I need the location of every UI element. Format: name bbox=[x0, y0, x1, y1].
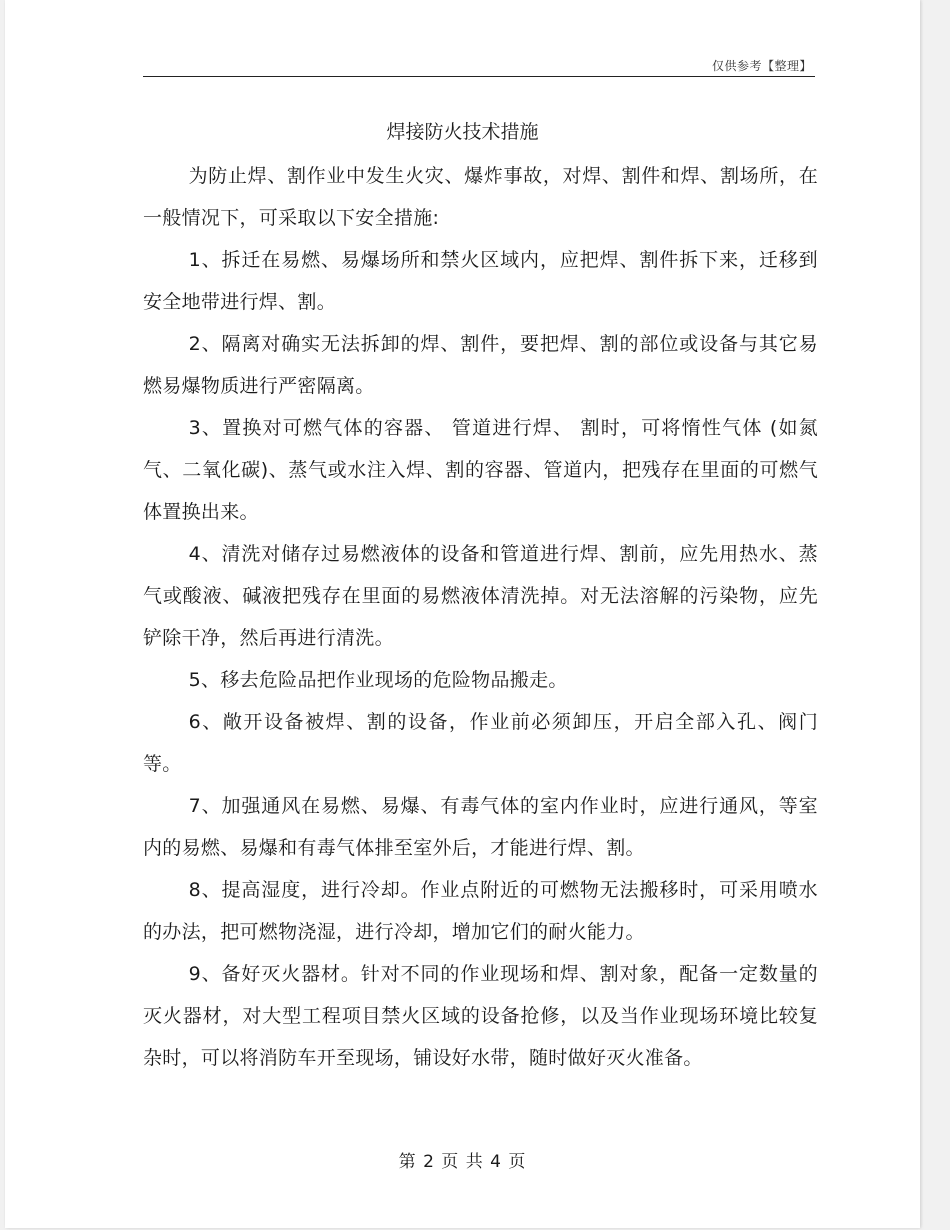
paragraph-intro: 为防止焊、割作业中发生火灾、爆炸事故，对焊、割件和焊、割场所，在一般情况下，可采取以下安全措施: bbox=[143, 165, 818, 229]
paragraph-item-5: 5、移去危险品把作业现场的危险物品搬走。 bbox=[188, 669, 568, 691]
paragraph-item-1: 1、拆迁在易燃、易爆场所和禁火区域内，应把焊、割件拆下来，迁移到安全地带进行焊、割。 bbox=[143, 249, 818, 313]
header-divider bbox=[143, 76, 815, 77]
paragraph-item-3: 3、置换对可燃气体的容器、 管道进行焊、 割时，可将惰性气体 (如氮气、二氧化碳)、蒸气或水注入焊、割的容器、管道内，把残存在里面的可燃气体置换出来。 bbox=[143, 417, 818, 523]
paragraph-item-7: 7、加强通风在易燃、易爆、有毒气体的室内作业时，应进行通风，等室内的易燃、易爆和有毒气体排至室外后，才能进行焊、割。 bbox=[143, 795, 818, 859]
paragraph-item-2: 2、隔离对确实无法拆卸的焊、割件，要把焊、割的部位或设备与其它易燃易爆物质进行严密隔离。 bbox=[143, 333, 818, 397]
document-title: 焊接防火技术措施 bbox=[386, 121, 539, 143]
paragraph-item-8: 8、提高湿度，进行冷却。作业点附近的可燃物无法搬移时，可采用喷水的办法，把可燃物浇湿，进行冷却，增加它们的耐火能力。 bbox=[143, 879, 818, 943]
document-body bbox=[143, 155, 818, 1079]
paragraph-item-6: 6、敞开设备被焊、割的设备，作业前必须卸压，开启全部入孔、阀门等。 bbox=[143, 711, 818, 775]
page-number: 第 2 页 共 4 页 bbox=[398, 1152, 527, 1172]
paragraph-item-9: 9、备好灭火器材。针对不同的作业现场和焊、割对象，配备一定数量的灭火器材，对大型工程项目禁火区域的设备抢修，以及当作业现场环境比较复杂时，可以将消防车开至现场，铺设好水带，随时做好灭火准备。 bbox=[143, 963, 818, 1069]
paragraph-item-4: 4、清洗对储存过易燃液体的设备和管道进行焊、割前，应先用热水、蒸气或酸液、碱液把残存在里面的易燃液体清洗掉。对无法溶解的污染物，应先铲除干净，然后再进行清洗。 bbox=[143, 543, 818, 649]
header-note: 仅供参考【整理】 bbox=[711, 59, 812, 73]
document-page bbox=[5, 0, 920, 1228]
